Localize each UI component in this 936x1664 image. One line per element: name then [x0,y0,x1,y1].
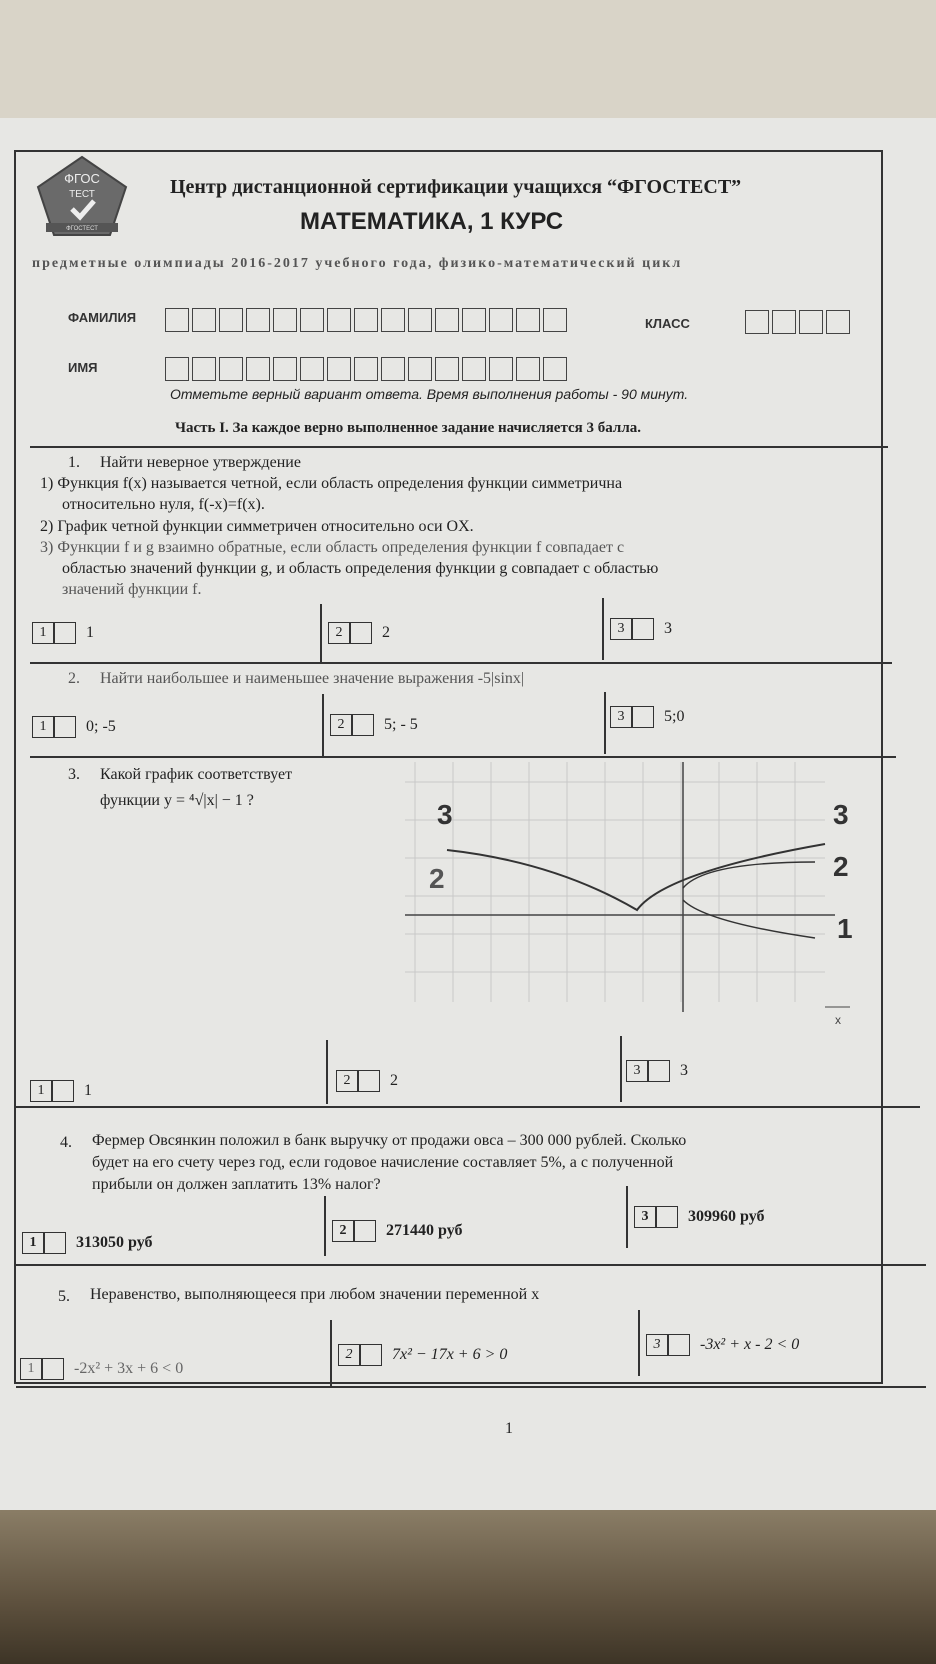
q1-top-border [30,446,888,448]
option-text: 7x² − 17x + 6 > 0 [392,1346,508,1363]
graph-label-right-1: 1 [837,913,853,944]
q3-text: Какой график соответствует [100,766,293,783]
checkbox[interactable] [52,1080,74,1102]
name-label: ИМЯ [68,360,98,375]
divider [604,692,606,754]
q1-text: Найти неверное утверждение [100,454,301,471]
checkbox[interactable] [656,1206,678,1228]
checkbox[interactable] [54,716,76,738]
curve-3 [447,844,825,910]
q2-option-3[interactable] [610,706,684,728]
option-number-box: 3 [610,706,632,728]
q3-option-1[interactable] [30,1080,92,1102]
q1-item-line: областью значений функции g, и область определения функции g совпадает с областью [62,560,659,577]
q4-text-line: будет на его счету через год, если годовое начисление составляет 5%, а с полученной [92,1154,674,1171]
q5-number: 5. [58,1288,70,1305]
q5-option-2[interactable] [338,1344,507,1366]
option-text: 313050 руб [76,1234,153,1251]
checkbox[interactable] [358,1070,380,1092]
divider [326,1040,328,1104]
divider [638,1310,640,1376]
q4-number: 4. [60,1134,72,1151]
q3-top-border [30,756,896,758]
q5-top-border [16,1264,926,1266]
checkbox[interactable] [350,622,372,644]
option-number-box: 2 [338,1344,360,1366]
option-text: 0; -5 [86,718,116,735]
checkbox[interactable] [668,1334,690,1356]
q5-text: Неравенство, выполняющееся при любом значении переменной x [90,1286,540,1303]
q2-option-2[interactable] [330,714,418,736]
q3-option-3[interactable] [626,1060,688,1082]
logo-mid-text: ТЕСТ [69,189,95,200]
q1-item-line: значений функции f. [62,581,202,598]
class-field[interactable] [745,310,853,334]
option-number-box: 3 [646,1334,668,1356]
q2-text: Найти наибольшее и наименьшее значение выражения -5|sinx| [100,670,525,687]
graph-label-right-3: 3 [833,799,849,830]
q4-top-border [16,1106,920,1108]
option-text: 5; - 5 [384,716,418,733]
class-label: КЛАСС [645,316,690,331]
checkbox[interactable] [54,622,76,644]
checkbox[interactable] [44,1232,66,1254]
q1-item-line: 1) Функция f(x) называется четной, если область определения функции симметрична [40,475,623,492]
option-text: 3 [664,620,672,637]
fgostest-logo [36,155,128,237]
q3-number: 3. [68,766,80,783]
option-number-box: 3 [634,1206,656,1228]
q1-item-line: относительно нуля, f(-x)=f(x). [62,496,265,513]
option-number-box: 2 [332,1220,354,1242]
q2-number: 2. [68,670,80,687]
option-number-box: 3 [626,1060,648,1082]
logo-top-text: ФГОС [64,171,100,186]
divider [602,598,604,660]
divider [626,1186,628,1248]
checkbox[interactable] [42,1358,64,1380]
option-text: 5;0 [664,708,685,725]
q4-option-1[interactable] [22,1232,152,1254]
x-axis-label: x [835,1013,841,1027]
divider [320,604,322,664]
divider [620,1036,622,1102]
q4-text-line: Фермер Овсянкин положил в банк выручку от продажи овса – 300 000 рублей. Сколько [92,1132,687,1149]
q1-option-1[interactable] [32,622,94,644]
option-number-box: 2 [328,622,350,644]
q2-top-border [30,662,892,664]
surname-field[interactable] [165,308,570,332]
q3-option-2[interactable] [336,1070,398,1092]
q1-option-2[interactable] [328,622,390,644]
option-text: 1 [86,624,94,641]
divider [322,694,324,756]
q5-option-1[interactable] [20,1358,183,1380]
option-number-box: 3 [610,618,632,640]
checkbox[interactable] [352,714,374,736]
q2-option-1[interactable] [32,716,116,738]
instructions-note: Отметьте верный вариант ответа. Время выполнения работы - 90 минут. [170,386,689,402]
option-number-box: 1 [22,1232,44,1254]
q1-item-line: 3) Функции f и g взаимно обратные, если область определения функции f совпадает с [40,539,625,556]
option-text: 309960 руб [688,1208,765,1225]
option-text: -2x² + 3x + 6 < 0 [74,1360,184,1377]
checkbox[interactable] [648,1060,670,1082]
background-surface [0,1510,936,1664]
graph-label-left-3: 3 [437,799,453,830]
page-number: 1 [505,1420,513,1437]
option-text: 2 [382,624,390,641]
function-graph [405,762,855,1030]
option-text: 271440 руб [386,1222,463,1239]
divider [330,1320,332,1386]
q1-item-line: 2) График четной функции симметричен относительно оси OX. [40,518,474,535]
q4-text-line: прибыли он должен заплатить 13% налог? [92,1176,381,1193]
divider [324,1196,326,1256]
option-number-box: 1 [20,1358,42,1380]
surname-label: ФАМИЛИЯ [68,310,137,325]
q1-number: 1. [68,454,80,471]
checkbox[interactable] [354,1220,376,1242]
option-number-box: 1 [32,716,54,738]
q5-bottom-border [16,1386,926,1388]
q4-option-2[interactable] [332,1220,462,1242]
checkbox[interactable] [632,618,654,640]
logo-band-text: ФГОСТЕСТ [66,226,98,232]
q4-option-3[interactable] [634,1206,764,1228]
option-number-box: 1 [32,622,54,644]
option-text: 1 [84,1082,92,1099]
part-heading: Часть I. За каждое верно выполненное задание начисляется 3 балла. [175,420,642,436]
graph-label-right-2: 2 [833,851,849,882]
option-text: 3 [680,1062,688,1079]
q3-function: функции y = ⁴√|x| − 1 ? [100,792,254,809]
graph-label-left-2: 2 [429,863,445,894]
center-title: Центр дистанционной сертификации учащихся “ФГОСТЕСТ” [170,176,742,198]
option-text: -3x² + x - 2 < 0 [700,1336,800,1353]
checkbox[interactable] [632,706,654,728]
checkbox[interactable] [360,1344,382,1366]
name-field[interactable] [165,357,570,381]
option-number-box: 2 [330,714,352,736]
option-number-box: 2 [336,1070,358,1092]
q1-option-3[interactable] [610,618,672,640]
olympiad-subtitle: предметные олимпиады 2016-2017 учебного года, физико-математический цикл [32,256,683,271]
q5-option-3[interactable] [646,1334,799,1356]
subject-title: МАТЕМАТИКА, 1 КУРС [300,208,564,235]
option-text: 2 [390,1072,398,1089]
option-number-box: 1 [30,1080,52,1102]
